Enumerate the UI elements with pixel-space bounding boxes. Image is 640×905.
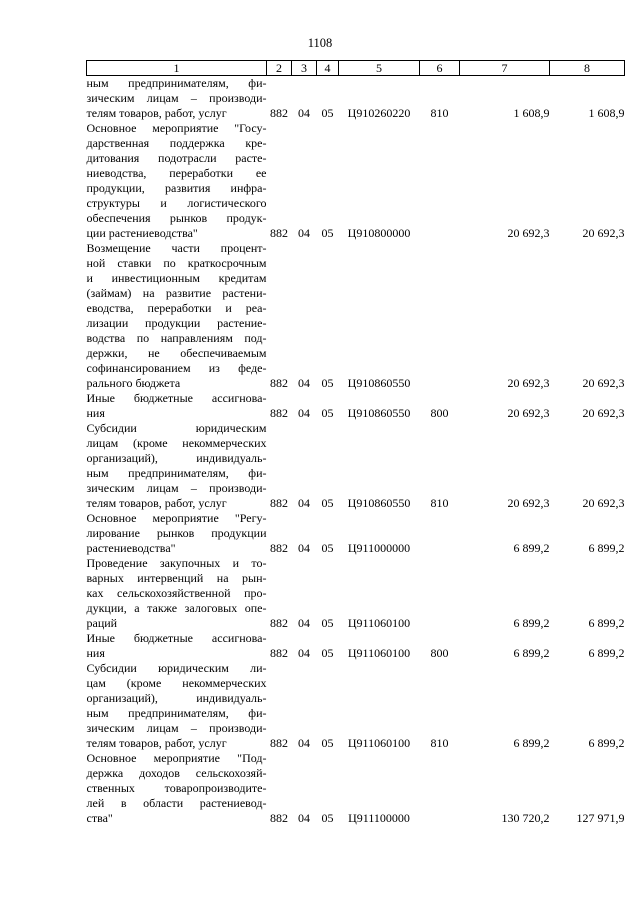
description-line: лирование рынков продукции <box>86 526 267 540</box>
description-line: варных интервенций на рын- <box>86 571 267 585</box>
description-line: зическим лицам – производи- <box>86 91 267 105</box>
description-line: Проведение закупочных и то- <box>86 556 267 570</box>
section-code: 04 <box>298 376 310 390</box>
amount-col-8: 6 899,2 <box>588 646 625 660</box>
table-row <box>87 391 625 421</box>
description-line: зическим лицам – производи- <box>86 721 267 735</box>
expense-type-code: 810 <box>430 106 449 120</box>
header-col-3: 3 <box>292 61 317 76</box>
section-code: 04 <box>298 226 310 240</box>
description-line: Основное мероприятие "Регу- <box>86 511 267 525</box>
target-article-code: Ц911060100 <box>347 736 411 750</box>
description-line: и инвестиционным кредитам <box>86 271 267 285</box>
expense-type-code: 800 <box>430 406 449 420</box>
amount-col-8: 6 899,2 <box>588 736 625 750</box>
page-number: 1108 <box>307 36 333 50</box>
amount-col-8: 20 692,3 <box>582 406 625 420</box>
amount-col-7: 20 692,3 <box>507 226 550 240</box>
description-line: структуры и логистического <box>86 196 267 210</box>
ministry-code: 882 <box>270 736 288 750</box>
expense-type-code: 810 <box>430 496 449 510</box>
subsection-code: 05 <box>321 106 334 120</box>
target-article-code: Ц911060100 <box>347 646 411 660</box>
amount-col-7: 20 692,3 <box>507 376 550 390</box>
amount-col-7: 6 899,2 <box>513 736 550 750</box>
header-col-5: 5 <box>339 61 420 76</box>
description-line: ции растениеводства" <box>86 226 198 240</box>
ministry-code: 882 <box>270 226 288 240</box>
amount-col-7: 20 692,3 <box>507 496 550 510</box>
subsection-code: 05 <box>321 541 334 555</box>
row-description <box>87 751 267 826</box>
subsection-code: 05 <box>321 496 334 510</box>
description-line: держка доходов сельскохозяй- <box>86 766 267 780</box>
amount-col-7: 6 899,2 <box>513 616 550 630</box>
row-description <box>87 556 267 631</box>
expense-type-code <box>420 241 460 391</box>
description-line: еводства, переработки и реа- <box>86 301 267 315</box>
section-code: 04 <box>298 541 310 555</box>
description-line: Основное мероприятие "Госу- <box>86 121 267 135</box>
description-line: ным предпринимателям, фи- <box>86 466 267 480</box>
description-line: ным предпринимателям, фи- <box>86 76 267 90</box>
target-article-code: Ц910860550 <box>347 406 411 420</box>
description-line: телям товаров, работ, услуг <box>86 496 227 510</box>
description-line: рального бюджета <box>86 376 181 390</box>
section-code: 04 <box>298 406 310 420</box>
row-description <box>87 76 267 122</box>
target-article-code: Ц910260220 <box>347 106 411 120</box>
table-body <box>87 76 625 827</box>
target-article-code: Ц911060100 <box>347 616 411 630</box>
ministry-code: 882 <box>270 106 288 120</box>
amount-col-7: 1 608,9 <box>513 106 550 120</box>
description-line: ния <box>86 646 105 660</box>
description-line: ния <box>86 406 105 420</box>
target-article-code: Ц910860550 <box>347 376 411 390</box>
subsection-code: 05 <box>321 376 334 390</box>
description-line: растениеводства" <box>86 541 176 555</box>
expense-type-code <box>420 751 460 826</box>
table-row <box>87 511 625 556</box>
amount-col-8: 20 692,3 <box>582 226 625 240</box>
section-code: 04 <box>298 646 310 660</box>
table-row <box>87 121 625 241</box>
ministry-code: 882 <box>270 406 288 420</box>
description-line: ным предпринимателям, фи- <box>86 706 267 720</box>
description-line: телям товаров, работ, услуг <box>86 106 227 120</box>
row-description <box>87 631 267 661</box>
header-col-1: 1 <box>87 61 267 76</box>
description-line: ной ставки по краткосрочным <box>86 256 267 270</box>
target-article-code: Ц911000000 <box>347 541 411 555</box>
description-line: лей в области растениевод- <box>86 796 267 810</box>
amount-col-7: 6 899,2 <box>513 541 550 555</box>
ministry-code: 882 <box>270 811 288 825</box>
description-line: Субсидии юридическим <box>86 421 267 435</box>
amount-col-7: 130 720,2 <box>501 811 550 825</box>
description-line: ства" <box>86 811 113 825</box>
table-row <box>87 76 625 122</box>
description-line: софинансированием из феде- <box>86 361 267 375</box>
section-code: 04 <box>298 106 310 120</box>
description-line: цам (кроме некоммерческих <box>86 676 267 690</box>
description-line: ках сельскохозяйственной про- <box>86 586 267 600</box>
description-line: лизации продукции растение- <box>86 316 267 330</box>
description-line: Иные бюджетные ассигнова- <box>86 391 267 405</box>
ministry-code: 882 <box>270 646 288 660</box>
ministry-code: 882 <box>270 541 288 555</box>
amount-col-8: 1 608,9 <box>588 106 625 120</box>
table-row <box>87 421 625 511</box>
ministry-code: 882 <box>270 616 288 630</box>
description-line: лицам (кроме некоммерческих <box>86 436 267 450</box>
description-line: держки, не обеспечиваемым <box>86 346 267 360</box>
table-row <box>87 556 625 631</box>
table-header <box>87 61 625 76</box>
section-code: 04 <box>298 811 310 825</box>
amount-col-8: 20 692,3 <box>582 496 625 510</box>
description-line: Иные бюджетные ассигнова- <box>86 631 267 645</box>
description-line: дукции, а также залоговых опе- <box>86 601 267 615</box>
description-line: Основное мероприятие "Под- <box>86 751 267 765</box>
description-line: Субсидии юридическим ли- <box>86 661 267 675</box>
row-description <box>87 661 267 751</box>
row-description <box>87 391 267 421</box>
table-row <box>87 751 625 826</box>
description-line: водства по направлениям под- <box>86 331 267 345</box>
budget-table <box>86 60 625 826</box>
description-line: дарственная поддержка кре- <box>86 136 267 150</box>
description-line: продукции, развития инфра- <box>86 181 267 195</box>
section-code: 04 <box>298 616 310 630</box>
header-col-8: 8 <box>550 61 625 76</box>
expense-type-code <box>420 556 460 631</box>
description-line: обеспечения рынков продук- <box>86 211 267 225</box>
subsection-code: 05 <box>321 616 334 630</box>
amount-col-8: 6 899,2 <box>588 541 625 555</box>
header-col-7: 7 <box>460 61 550 76</box>
subsection-code: 05 <box>321 646 334 660</box>
target-article-code: Ц910800000 <box>347 226 411 240</box>
description-line: организаций), индивидуаль- <box>86 451 267 465</box>
row-description <box>87 121 267 241</box>
table-row <box>87 631 625 661</box>
amount-col-7: 6 899,2 <box>513 646 550 660</box>
description-line: ственных товаропроизводите- <box>86 781 267 795</box>
table-row <box>87 661 625 751</box>
ministry-code: 882 <box>270 496 288 510</box>
row-description <box>87 511 267 556</box>
description-line: телям товаров, работ, услуг <box>86 736 227 750</box>
section-code: 04 <box>298 496 310 510</box>
description-line: ниеводства, переработки ее <box>86 166 267 180</box>
amount-col-7: 20 692,3 <box>507 406 550 420</box>
description-line: зическим лицам – производи- <box>86 481 267 495</box>
header-col-4: 4 <box>317 61 339 76</box>
description-line: дитования подотрасли расте- <box>86 151 267 165</box>
header-col-6: 6 <box>420 61 460 76</box>
row-description <box>87 241 267 391</box>
table-row <box>87 241 625 391</box>
subsection-code: 05 <box>321 811 334 825</box>
subsection-code: 05 <box>321 226 334 240</box>
target-article-code: Ц910860550 <box>347 496 411 510</box>
header-col-2: 2 <box>267 61 292 76</box>
section-code: 04 <box>298 736 310 750</box>
description-line: раций <box>86 616 118 630</box>
description-line: Возмещение части процент- <box>86 241 267 255</box>
expense-type-code: 800 <box>430 646 449 660</box>
amount-col-8: 20 692,3 <box>582 376 625 390</box>
expense-type-code <box>420 511 460 556</box>
amount-col-8: 6 899,2 <box>588 616 625 630</box>
subsection-code: 05 <box>321 406 334 420</box>
amount-col-8: 127 971,9 <box>576 811 625 825</box>
description-line: организаций), индивидуаль- <box>86 691 267 705</box>
target-article-code: Ц911100000 <box>348 811 410 825</box>
subsection-code: 05 <box>321 736 334 750</box>
row-description <box>87 421 267 511</box>
expense-type-code <box>420 121 460 241</box>
expense-type-code: 810 <box>430 736 449 750</box>
description-line: (займам) на развитие растени- <box>86 286 267 300</box>
ministry-code: 882 <box>270 376 288 390</box>
